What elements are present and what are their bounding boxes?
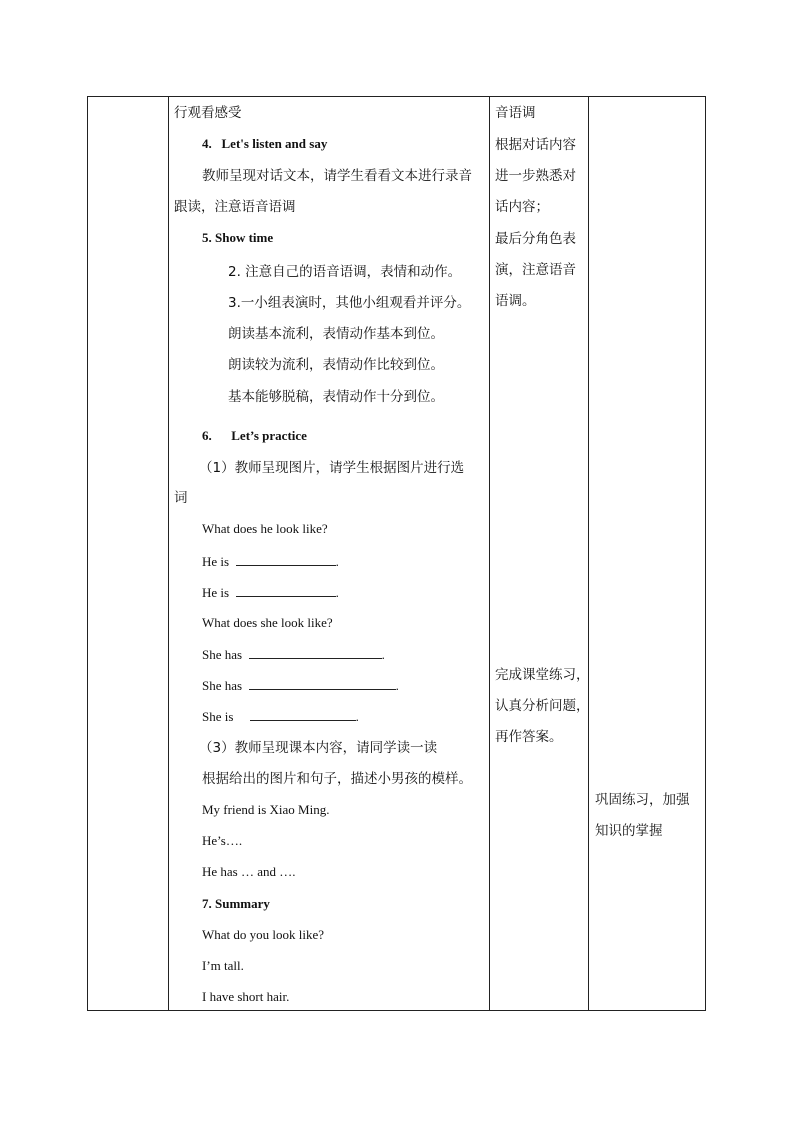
student-text: 认真分析问题， [495,698,590,714]
period: . [335,554,339,569]
student-text: 演，注意语音 [495,262,576,278]
student-text: 再作答案。 [495,729,563,745]
answer-blank [236,583,336,597]
intent-text: 巩固练习，加强 [595,792,690,808]
summary-sentence: I have short hair. [202,989,290,1004]
prompt-text: She has [202,678,243,693]
example-sentence: He has … and …. [202,864,296,879]
process-text: 词 [174,490,188,506]
example-sentence: He’s…. [202,833,243,848]
lesson-plan-table [87,96,706,1011]
prompt-text: He is [202,585,230,600]
process-text: 朗读基本流利，表情动作基本到位。 [228,326,444,342]
summary-sentence: I’m tall. [202,958,244,973]
period: . [381,647,385,662]
section-number: 4. [202,136,212,151]
question-she: What does she look like? [202,615,333,630]
example-sentence: My friend is Xiao Ming. [202,802,330,817]
section-title: Let’s practice [231,428,307,443]
section-7-heading: 7. Summary [202,896,270,911]
student-activity-column [490,97,588,1010]
process-text: （1）教师呈现图片，请学生根据图片进行选 [199,460,465,476]
section-5-heading: 5. Show time [202,230,274,245]
process-text: （3）教师呈现课本内容，请同学读一读 [199,740,438,756]
student-text: 最后分角色表 [495,231,576,247]
process-text: 行观看感受 [174,105,242,121]
fill-blank-line [202,645,385,664]
intent-text: 知识的掌握 [595,823,663,839]
question-he: What does he look like? [202,521,328,536]
student-text: 音语调 [495,105,536,121]
fill-blank-line [202,583,339,602]
fill-blank-line [202,676,399,695]
design-intent-column [589,97,706,1010]
answer-blank [236,552,336,566]
fill-blank-line [202,707,359,726]
period: . [355,709,359,724]
section-number: 6. [202,428,212,443]
section-6-heading [202,427,307,445]
period: . [395,678,399,693]
teaching-process-column [169,97,489,1010]
prompt-text: She is [202,709,234,724]
section-title: Let's listen and say [221,136,328,151]
process-text: 朗读较为流利，表情动作比较到位。 [228,357,444,373]
process-text: 教师呈现对话文本，请学生看看文本进行录音 [202,168,472,184]
student-text: 语调。 [495,293,536,309]
answer-blank [249,676,396,690]
section-4-heading [202,135,327,153]
prompt-text: He is [202,554,230,569]
answer-blank [249,645,382,659]
process-text: 根据给出的图片和句子，描述小男孩的模样。 [202,771,472,787]
process-text: 3.一小组表演时，其他小组观看并评分。 [228,295,471,311]
period: . [335,585,339,600]
student-text: 进一步熟悉对 [495,168,576,184]
process-text: 跟读，注意语音语调 [174,199,296,215]
fill-blank-line [202,552,339,571]
student-text: 话内容； [495,199,549,215]
student-text: 完成课堂练习， [495,667,590,683]
process-text: 基本能够脱稿，表情动作十分到位。 [228,389,444,405]
prompt-text: She has [202,647,243,662]
stage-column [88,97,168,1010]
summary-sentence: What do you look like? [202,927,325,942]
process-text: 2. 注意自己的语音语调，表情和动作。 [228,264,462,280]
student-text: 根据对话内容 [495,137,576,153]
answer-blank [250,707,356,721]
